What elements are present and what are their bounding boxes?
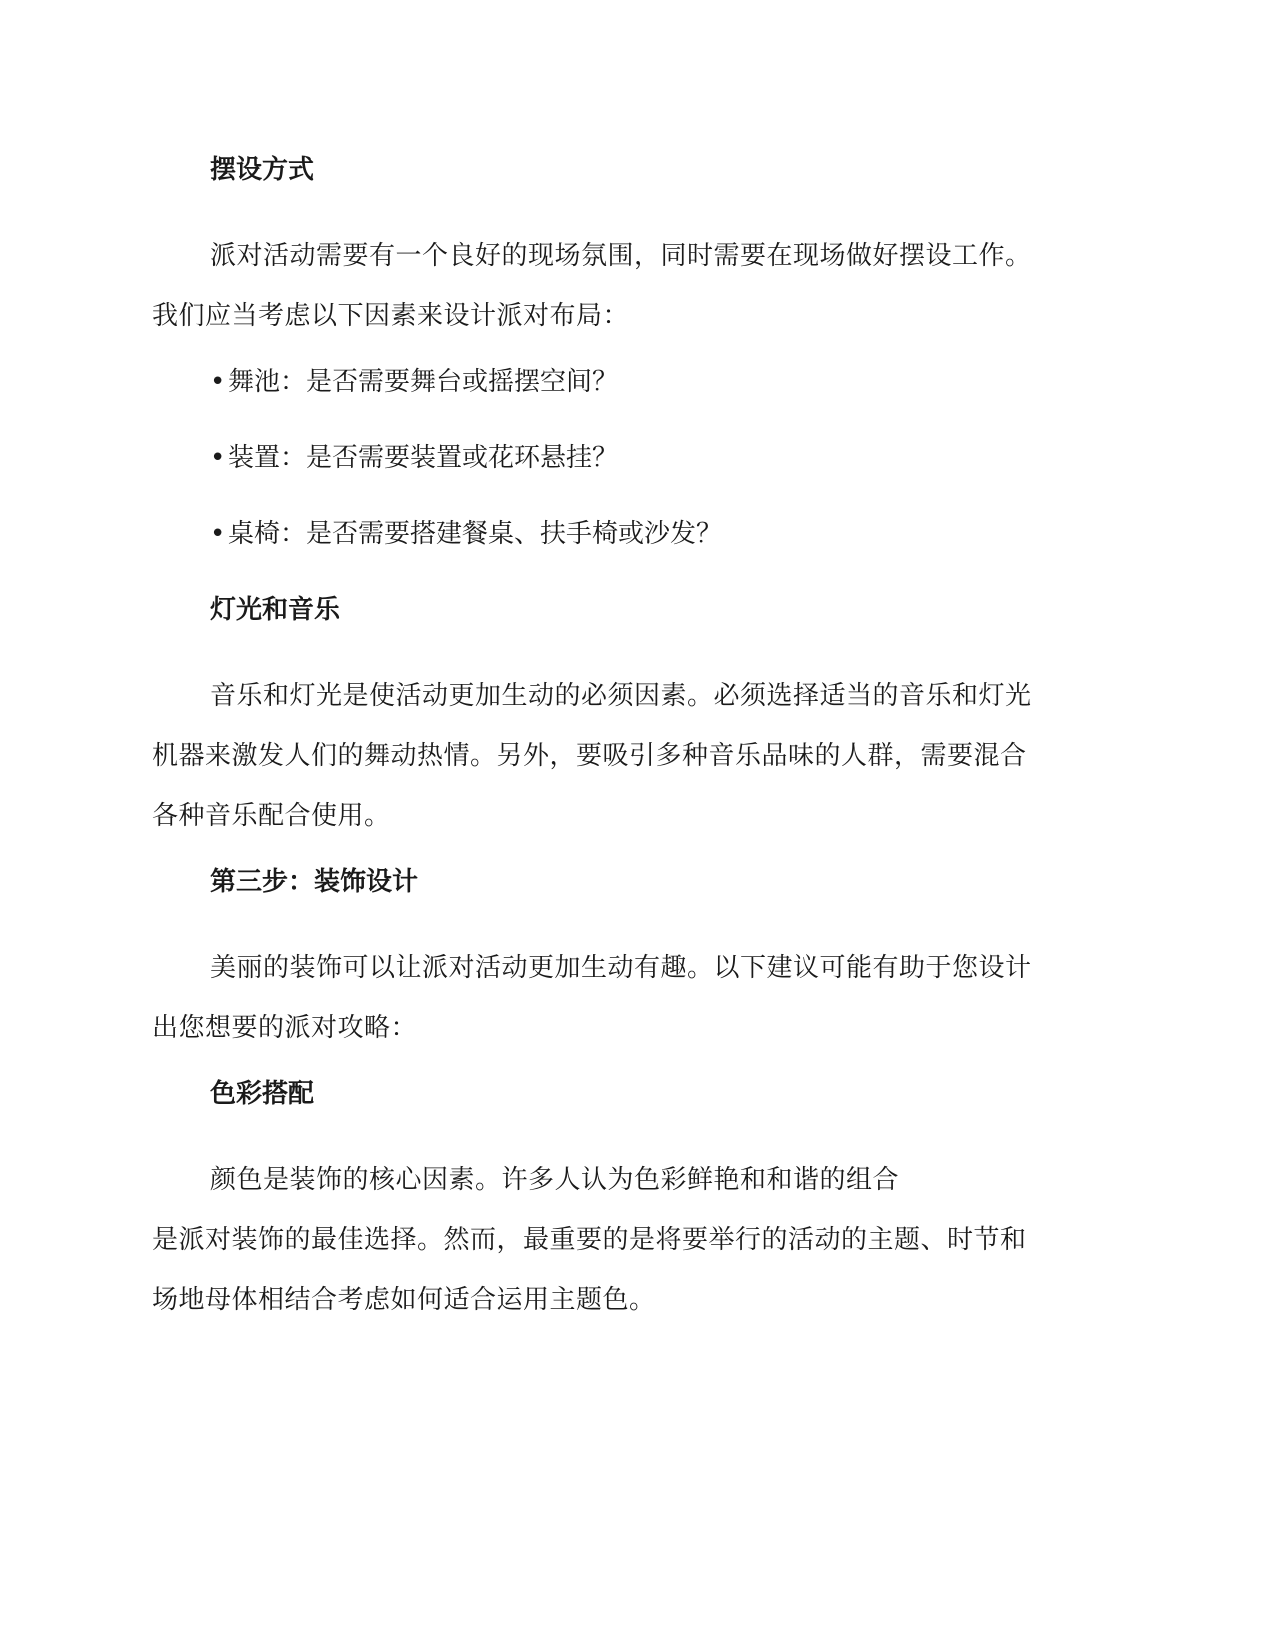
paragraph-line: 是派对装饰的最佳选择。然而，最重要的是将要举行的活动的主题、时节和 [152, 1225, 1027, 1255]
paragraph-line: 派对活动需要有一个良好的现场氛围，同时需要在现场做好摆设工作。 [210, 241, 1032, 271]
section-paragraph-lighting-music [152, 666, 1112, 846]
section-paragraph-layout [152, 226, 1112, 346]
section-heading-lighting-music: 灯光和音乐 [210, 595, 341, 625]
document-page [152, 150, 1112, 1346]
section-heading-color: 色彩搭配 [210, 1079, 315, 1109]
paragraph-line: 颜色是装饰的核心因素。许多人认为色彩鲜艳和和谐的组合 [210, 1165, 900, 1195]
bullet-icon: • [210, 519, 226, 549]
section-heading-decoration: 第三步：装饰设计 [210, 867, 419, 897]
paragraph-line: 音乐和灯光是使活动更加生动的必须因素。必须选择适当的音乐和灯光 [210, 681, 1032, 711]
paragraph-line: 场地母体相结合考虑如何适合运用主题色。 [152, 1285, 656, 1315]
paragraph-line: 出您想要的派对攻略： [152, 1013, 418, 1043]
list-item-text: 装置：是否需要装置或花环悬挂？ [228, 443, 619, 473]
section-paragraph-decoration [152, 938, 1112, 1058]
paragraph-line: 机器来激发人们的舞动热情。另外，要吸引多种音乐品味的人群，需要混合 [152, 741, 1027, 771]
list-item [210, 438, 1112, 478]
paragraph-line: 我们应当考虑以下因素来设计派对布局： [152, 301, 630, 331]
paragraph-line: 各种音乐配合使用。 [152, 801, 391, 831]
list-item-text: 桌椅：是否需要搭建餐桌、扶手椅或沙发？ [228, 519, 723, 549]
bullet-icon: • [210, 367, 226, 397]
list-item [210, 514, 1112, 554]
section-paragraph-color [152, 1150, 1112, 1330]
section-heading-layout: 摆设方式 [210, 155, 315, 185]
paragraph-line: 美丽的装饰可以让派对活动更加生动有趣。以下建议可能有助于您设计 [210, 953, 1032, 983]
list-item [210, 362, 1112, 402]
bullet-icon: • [210, 443, 226, 473]
list-item-text: 舞池：是否需要舞台或摇摆空间？ [228, 367, 619, 397]
